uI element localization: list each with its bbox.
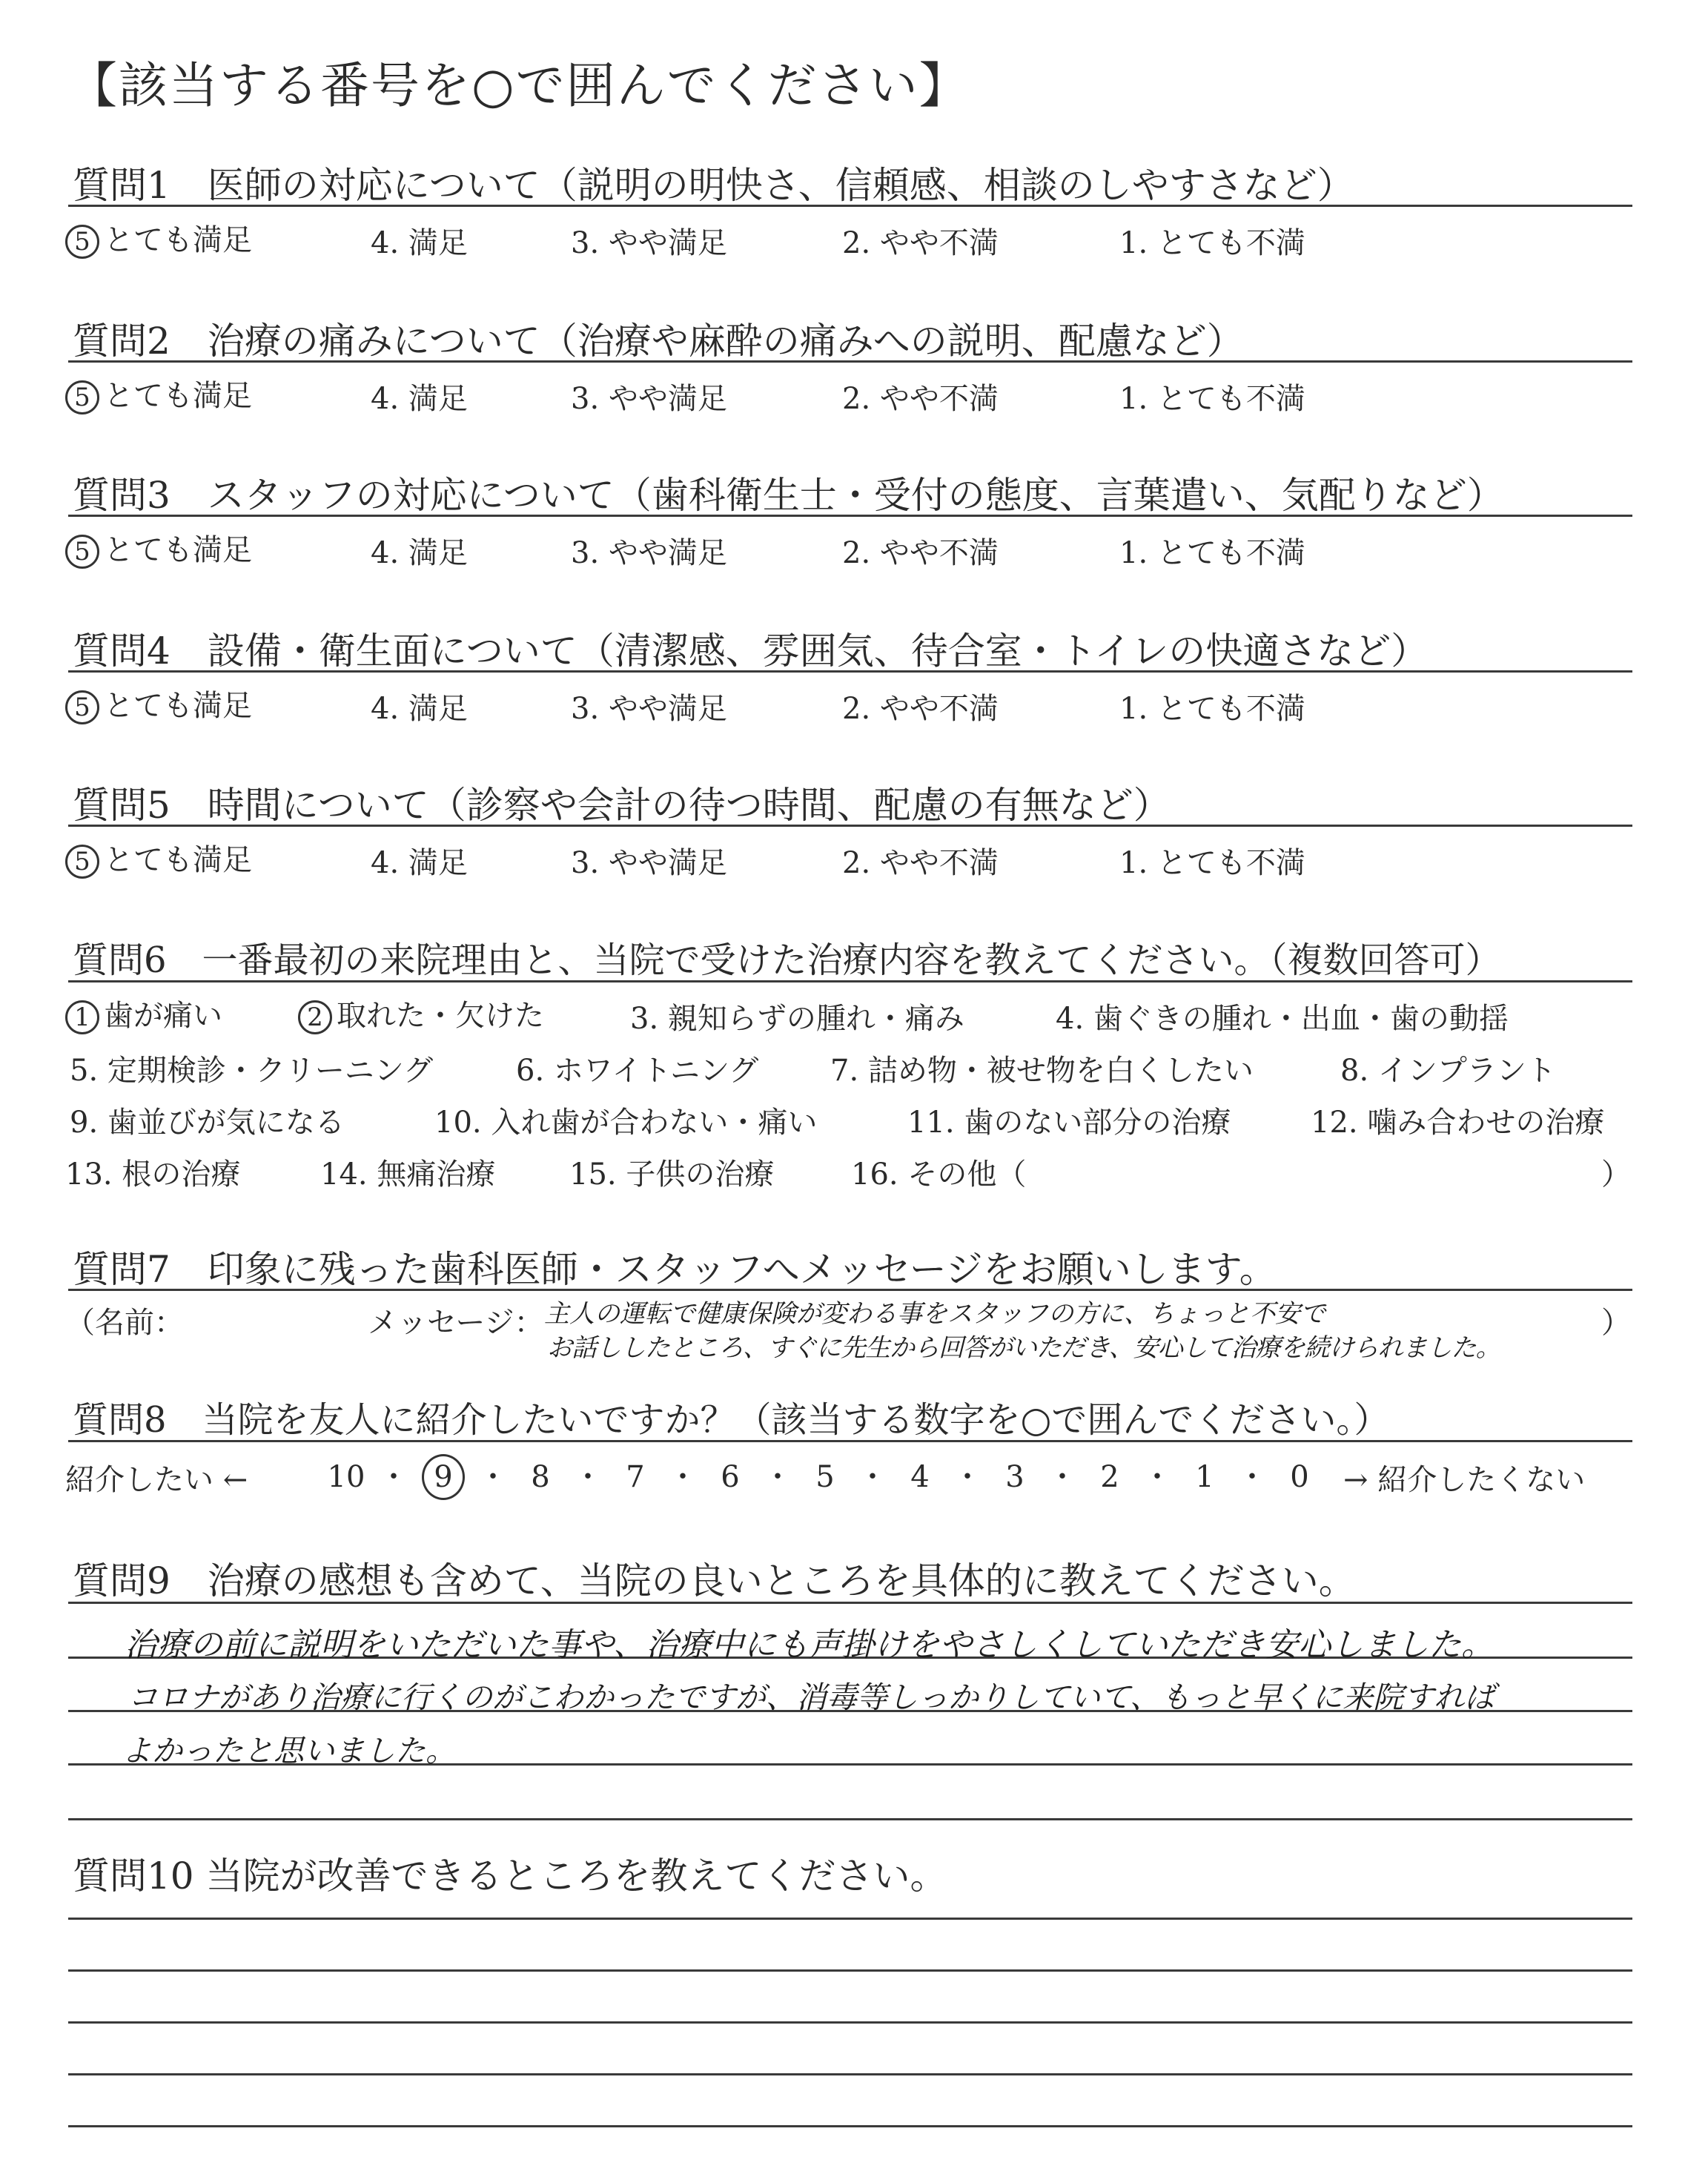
option-1[interactable]: 1. とても不満 xyxy=(1119,226,1305,260)
option-1[interactable]: 1. とても不満 xyxy=(1119,536,1305,570)
question-5-label: 質問5 時間について（診察や会計の待つ時間、配慮の有無など） xyxy=(73,784,1171,827)
option-2[interactable]: 2. やや不満 xyxy=(842,382,999,416)
circle-mark: 1 xyxy=(65,1000,99,1034)
reason-8[interactable]: 8. インプラント xyxy=(1340,1054,1556,1088)
scale-value-3[interactable]: 3 xyxy=(1005,1460,1025,1494)
option-5-selected[interactable]: 5 とても満足 xyxy=(65,836,252,879)
option-5-selected[interactable]: 5 とても満足 xyxy=(65,372,252,415)
reason-5[interactable]: 5. 定期検診・クリーニング xyxy=(70,1054,434,1088)
message-handwritten-line1: 主人の運転で健康保険が変わる事をスタッフの方に、ちょっと不安で xyxy=(544,1299,1325,1329)
scale-separator: ・ xyxy=(478,1460,508,1494)
option-3[interactable]: 3. やや満足 xyxy=(571,846,727,880)
scale-value-2[interactable]: 2 xyxy=(1100,1460,1119,1494)
divider xyxy=(68,980,1632,982)
scale-separator: ・ xyxy=(1047,1460,1077,1494)
scale-separator: ・ xyxy=(1237,1460,1267,1494)
divider xyxy=(68,670,1632,673)
message-handwritten-line2: お話ししたところ、すぐに先生から回答がいただき、安心して治療を続けられました。 xyxy=(547,1333,1500,1363)
reason-6[interactable]: 6. ホワイトニング xyxy=(516,1054,759,1088)
scale-value-1[interactable]: 1 xyxy=(1195,1460,1214,1494)
divider xyxy=(68,360,1632,363)
scale-value-6[interactable]: 6 xyxy=(721,1460,740,1494)
impression-handwritten-line2: コロナがあり治療に行くのがこわかったですが、消毒等しっかりしていて、もっと早くに来院すれば xyxy=(128,1680,1495,1715)
scale-left-label: 紹介したい ← xyxy=(65,1463,248,1497)
answer-line xyxy=(68,2125,1632,2127)
option-2[interactable]: 2. やや不満 xyxy=(842,692,999,726)
question-6-label: 質問6 一番最初の来院理由と、当院で受けた治療内容を教えてください。（複数回答可） xyxy=(73,939,1501,981)
question-4-label: 質問4 設備・衛生面について（清潔感、雰囲気、待合室・トイレの快適さなど） xyxy=(73,630,1429,673)
reason-10[interactable]: 10. 入れ歯が合わない・痛い xyxy=(434,1106,818,1140)
option-5-selected[interactable]: 5 とても満足 xyxy=(65,682,252,724)
answer-line xyxy=(68,2073,1632,2075)
question-10-label: 質問10 当院が改善できるところを教えてください。 xyxy=(73,1855,947,1898)
reason-4[interactable]: 4. 歯ぐきの腫れ・出血・歯の動揺 xyxy=(1056,1002,1509,1036)
impression-handwritten-line1: 治療の前に説明をいただいた事や、治療中にも声掛けをやさしくしていただき安心しました。 xyxy=(125,1626,1494,1664)
scale-separator: ・ xyxy=(763,1460,792,1494)
reason-15[interactable]: 15. 子供の治療 xyxy=(569,1157,775,1192)
divider xyxy=(68,205,1632,207)
option-3[interactable]: 3. やや満足 xyxy=(571,536,727,570)
option-2[interactable]: 2. やや不満 xyxy=(842,226,999,260)
option-2[interactable]: 2. やや不満 xyxy=(842,536,999,570)
circle-mark: 5 xyxy=(65,690,99,724)
scale-separator: ・ xyxy=(379,1460,408,1494)
question-1-label: 質問1 医師の対応について（説明の明快さ、信頼感、相談のしやすさなど） xyxy=(73,164,1354,207)
reason-16[interactable]: 16. その他（ xyxy=(851,1157,1027,1192)
scale-separator: ・ xyxy=(1142,1460,1172,1494)
option-5-selected[interactable]: 5 とても満足 xyxy=(65,526,252,569)
question-8-label: 質問8 当院を友人に紹介したいですか？（該当する数字を○で囲んでください。） xyxy=(73,1399,1390,1441)
answer-line xyxy=(68,1602,1632,1604)
scale-value-7[interactable]: 7 xyxy=(626,1460,645,1494)
option-4[interactable]: 4. 満足 xyxy=(371,536,468,570)
page-title: 【該当する番号を○で囲んでください】 xyxy=(68,57,970,114)
option-3[interactable]: 3. やや満足 xyxy=(571,226,727,260)
reason-16-close: ） xyxy=(1601,1157,1631,1192)
question-9-label: 質問9 治療の感想も含めて、当院の良いところを具体的に教えてください。 xyxy=(73,1559,1356,1602)
option-3[interactable]: 3. やや満足 xyxy=(571,382,727,416)
answer-line xyxy=(68,2021,1632,2024)
option-3[interactable]: 3. やや満足 xyxy=(571,692,727,726)
recommend-scale xyxy=(322,1453,1324,1500)
name-label: （名前： xyxy=(65,1306,184,1340)
option-1[interactable]: 1. とても不満 xyxy=(1119,382,1305,416)
message-label: メッセージ： xyxy=(368,1306,544,1340)
circle-mark: 5 xyxy=(65,845,99,879)
option-5-selected[interactable]: 5 とても満足 xyxy=(65,217,252,259)
answer-line xyxy=(68,1818,1632,1820)
option-1[interactable]: 1. とても不満 xyxy=(1119,846,1305,880)
divider xyxy=(68,515,1632,517)
reason-12[interactable]: 12. 噛み合わせの治療 xyxy=(1311,1106,1605,1140)
scale-value-5[interactable]: 5 xyxy=(815,1460,835,1494)
scale-separator: ・ xyxy=(858,1460,887,1494)
scale-separator: ・ xyxy=(668,1460,698,1494)
question-3-label: 質問3 スタッフの対応について（歯科衛生士・受付の態度、言葉遣い、気配りなど） xyxy=(73,474,1504,517)
scale-value-8[interactable]: 8 xyxy=(531,1460,550,1494)
impression-handwritten-line3: よかったと思いました。 xyxy=(122,1733,456,1768)
reason-11[interactable]: 11. 歯のない部分の治療 xyxy=(907,1106,1231,1140)
option-1[interactable]: 1. とても不満 xyxy=(1119,692,1305,726)
reason-14[interactable]: 14. 無痛治療 xyxy=(320,1157,496,1192)
scale-separator: ・ xyxy=(573,1460,603,1494)
circle-mark: 5 xyxy=(65,380,99,415)
option-4[interactable]: 4. 満足 xyxy=(371,692,468,726)
message-close: ） xyxy=(1601,1306,1631,1340)
circle-mark: 5 xyxy=(65,225,99,259)
reason-1-selected[interactable]: 1 歯が痛い xyxy=(65,992,222,1034)
scale-right-label: → 紹介したくない xyxy=(1343,1463,1586,1497)
reason-13[interactable]: 13. 根の治療 xyxy=(65,1157,241,1192)
reason-3[interactable]: 3. 親知らずの腫れ・痛み xyxy=(630,1002,964,1036)
divider xyxy=(68,1440,1632,1442)
option-2[interactable]: 2. やや不満 xyxy=(842,846,999,880)
question-7-label: 質問7 印象に残った歯科医師・スタッフへメッセージをお願いします。 xyxy=(73,1248,1277,1291)
divider xyxy=(68,1289,1632,1291)
reason-9[interactable]: 9. 歯並びが気になる xyxy=(70,1106,345,1140)
answer-line xyxy=(68,1918,1632,1920)
reason-7[interactable]: 7. 詰め物・被せ物を白くしたい xyxy=(830,1054,1254,1088)
circle-mark: 5 xyxy=(65,535,99,569)
divider xyxy=(68,825,1632,827)
scale-separator: ・ xyxy=(953,1460,982,1494)
answer-line xyxy=(68,1969,1632,1972)
circle-mark: 2 xyxy=(298,1000,332,1034)
reason-2-selected[interactable]: 2 取れた・欠けた xyxy=(298,992,544,1034)
option-4[interactable]: 4. 満足 xyxy=(371,226,468,260)
scale-value-0[interactable]: 0 xyxy=(1290,1460,1309,1494)
scale-value-9[interactable]: 9 xyxy=(422,1454,465,1500)
scale-value-4[interactable]: 4 xyxy=(910,1460,930,1494)
option-4[interactable]: 4. 満足 xyxy=(371,382,468,416)
option-4[interactable]: 4. 満足 xyxy=(371,846,468,880)
question-2-label: 質問2 治療の痛みについて（治療や麻酔の痛みへの説明、配慮など） xyxy=(73,320,1244,363)
scale-value-10[interactable]: 10 xyxy=(327,1460,365,1494)
